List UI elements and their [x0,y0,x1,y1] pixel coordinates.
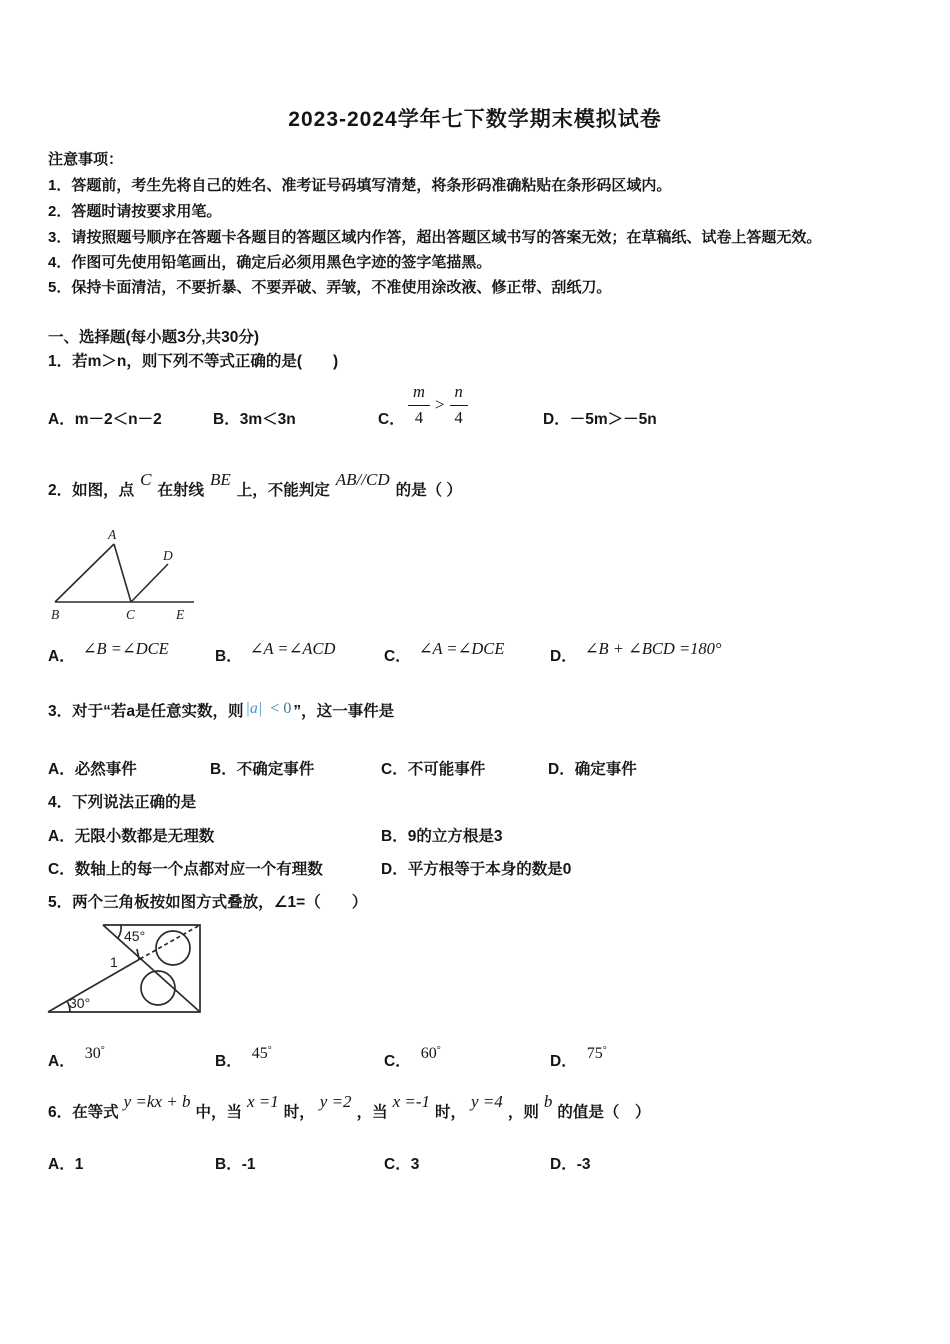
q1-option-d: D．－5m＞－5n [543,411,657,428]
q6-option-a: A．1 [48,1156,84,1173]
degree-sign: ° [602,1045,607,1056]
q3-stem: 3．对于“若a是任意实数，则 |a| < 0 ”，这一事件是 [48,700,395,720]
figure-30-edge [48,959,140,1012]
q3-math-abs-a: |a| [245,700,263,717]
section-heading: 一、选择题(每小题3分,共30分) [48,329,259,346]
q2-option-a: A． ∠B =∠DCE [48,639,169,665]
notice-heading: 注意事项： [48,151,124,168]
q5-option-a: A． 30° [48,1045,105,1070]
q5-stem: 5．两个三角板按如图方式叠放，∠1=（ ） [48,894,368,911]
q4-option-a: A．无限小数都是无理数 [48,828,215,845]
q2-option-d: D． ∠B + ∠BCD =180° [550,639,722,665]
degree-sign: ° [267,1045,272,1056]
figure-line-BA [55,544,114,602]
q4-option-d: D．平方根等于本身的数是0 [381,861,572,878]
q4-stem: 4．下列说法正确的是 [48,794,197,811]
notice-item-5: 5．保持卡面清洁，不要折暴、不要弄破、弄皱，不准使用涂改液、修正带、刮纸刀。 [48,279,612,296]
figure-label-30deg: 30° [69,995,91,1011]
figure-label-A: A [108,527,117,542]
q1-option-b: B．3m＜3n [213,411,296,428]
notice-item-2: 2．答题时请按要求用笔。 [48,203,222,220]
q5-figure [38,917,213,1019]
q6-stem: 6．在等式y =kx + b中，当x =1时，y =2，当x =-1时，y =4，则b的值是（ ） [48,1092,651,1121]
figure-label-E: E [176,607,185,622]
q5-option-c: C． 60° [384,1045,441,1070]
figure-dashed-line [140,925,200,959]
q3-math-lt-zero: < 0 [266,700,292,717]
fraction-n-over-4: $\frac{n}{4}$ [450,384,468,426]
q3-option-c: C．不可能事件 [381,761,486,778]
q2-figure [42,524,207,626]
q3-option-d: D．确定事件 [548,761,637,778]
notice-item-4: 4．作图可先使用铅笔画出，确定后必须用黑色字迹的签字笔描黑。 [48,254,492,271]
degree-sign: ° [436,1045,441,1056]
figure-label-D: D [163,548,173,563]
q6-option-d: D．-3 [550,1156,591,1173]
greater-than-sign: > [434,395,445,414]
q1-option-c-fraction [408,384,468,426]
notice-item-1: 1．答题前，考生先将自己的姓名、准考证号码填写清楚，将条形码准确粘贴在条形码区域内。 [48,177,672,194]
q6-option-c: C．3 [384,1156,420,1173]
fraction-m-over-4: $\frac{m}{4}$ [408,384,430,426]
figure-label-angle1: 1 [110,954,118,970]
q1-stem: 1．若m＞n，则下列不等式正确的是( ) [48,353,339,370]
figure-circle-lower [141,971,175,1005]
figure-line-CD [131,564,168,602]
q3-option-a: A．必然事件 [48,761,137,778]
q2-stem: 2．如图，点C在射线BE上，不能判定AB//CD的是（ ） [48,470,462,499]
q5-option-b: B． 45° [215,1045,272,1070]
figure-line-AC [114,544,131,602]
figure-label-B: B [51,607,60,622]
q6-option-b: B．-1 [215,1156,256,1173]
figure-label-45deg: 45° [124,928,146,944]
page-title: 2023-2024学年七下数学期末模拟试卷 [288,108,662,131]
notice-item-3: 3．请按照题号顺序在答题卡各题目的答题区域内作答，超出答题区域书写的答案无效；在草稿纸、试卷上答题无效。 [48,229,822,246]
figure-45-arc [118,925,121,938]
q4-option-b: B．9的立方根是3 [381,828,503,845]
degree-sign: ° [100,1045,105,1056]
q2-option-b: B． ∠A =∠ACD [215,639,336,665]
figure-label-C: C [126,607,136,622]
figure-angle1-tick [137,949,139,959]
q4-option-c: C．数轴上的每一个点都对应一个有理数 [48,861,323,878]
q1-option-a: A．m－2＜n－2 [48,411,162,428]
q1-option-c-label: C． [378,411,405,428]
q3-option-b: B．不确定事件 [210,761,315,778]
q2-option-c: C． ∠A =∠DCE [384,639,505,665]
q5-option-d: D． 75° [550,1045,607,1070]
